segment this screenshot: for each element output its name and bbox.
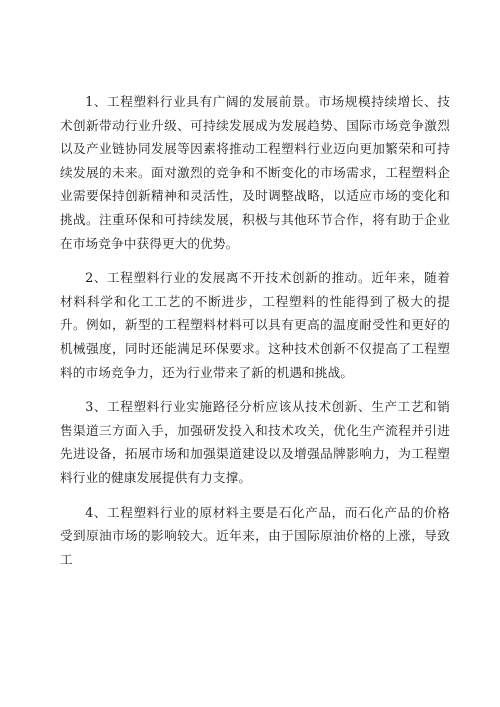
document-body bbox=[60, 90, 450, 582]
paragraph-4: 4、工程塑料行业的原材料主要是石化产品，而石化产品的价格受到原油市场的影响较大。近年来，由于国际原油价格的上涨，导致工 bbox=[60, 504, 450, 567]
paragraph-2: 2、工程塑料行业的发展离不开技术创新的推动。近年来，随着材料科学和化工工艺的不断进步，工程塑料的性能得到了极大的提升。例如，新型的工程塑料材料可以具有更高的温度耐受性和更好的机械强度，同时还能满足环保要求。这种技术创新不仅提高了工程塑料的市场竞争力，还为行业带来了新的机遇和挑战。 bbox=[60, 270, 450, 380]
paragraph-3: 3、工程塑料行业实施路径分析应该从技术创新、生产工艺和销售渠道三方面入手，加强研发投入和技术攻关，优化生产流程并引进先进设备，拓展市场和加强渠道建设以及增强品牌影响力，为工程塑料行业的健康发展提供有力支撑。 bbox=[60, 399, 450, 485]
paragraph-1: 1、工程塑料行业具有广阔的发展前景。市场规模持续增长、技术创新带动行业升级、可持续发展成为发展趋势、国际市场竞争激烈以及产业链协同发展等因素将推动工程塑料行业迈向更加繁荣和可持续发展的未来。面对激烈的竞争和不断变化的市场需求，工程塑料企业需要保持创新精神和灵活性，及时调整战略，以适应市场的变化和挑战。注重环保和可持续发展，积极与其他环节合作，将有助于企业在市场竞争中获得更大的优势。 bbox=[60, 94, 450, 251]
